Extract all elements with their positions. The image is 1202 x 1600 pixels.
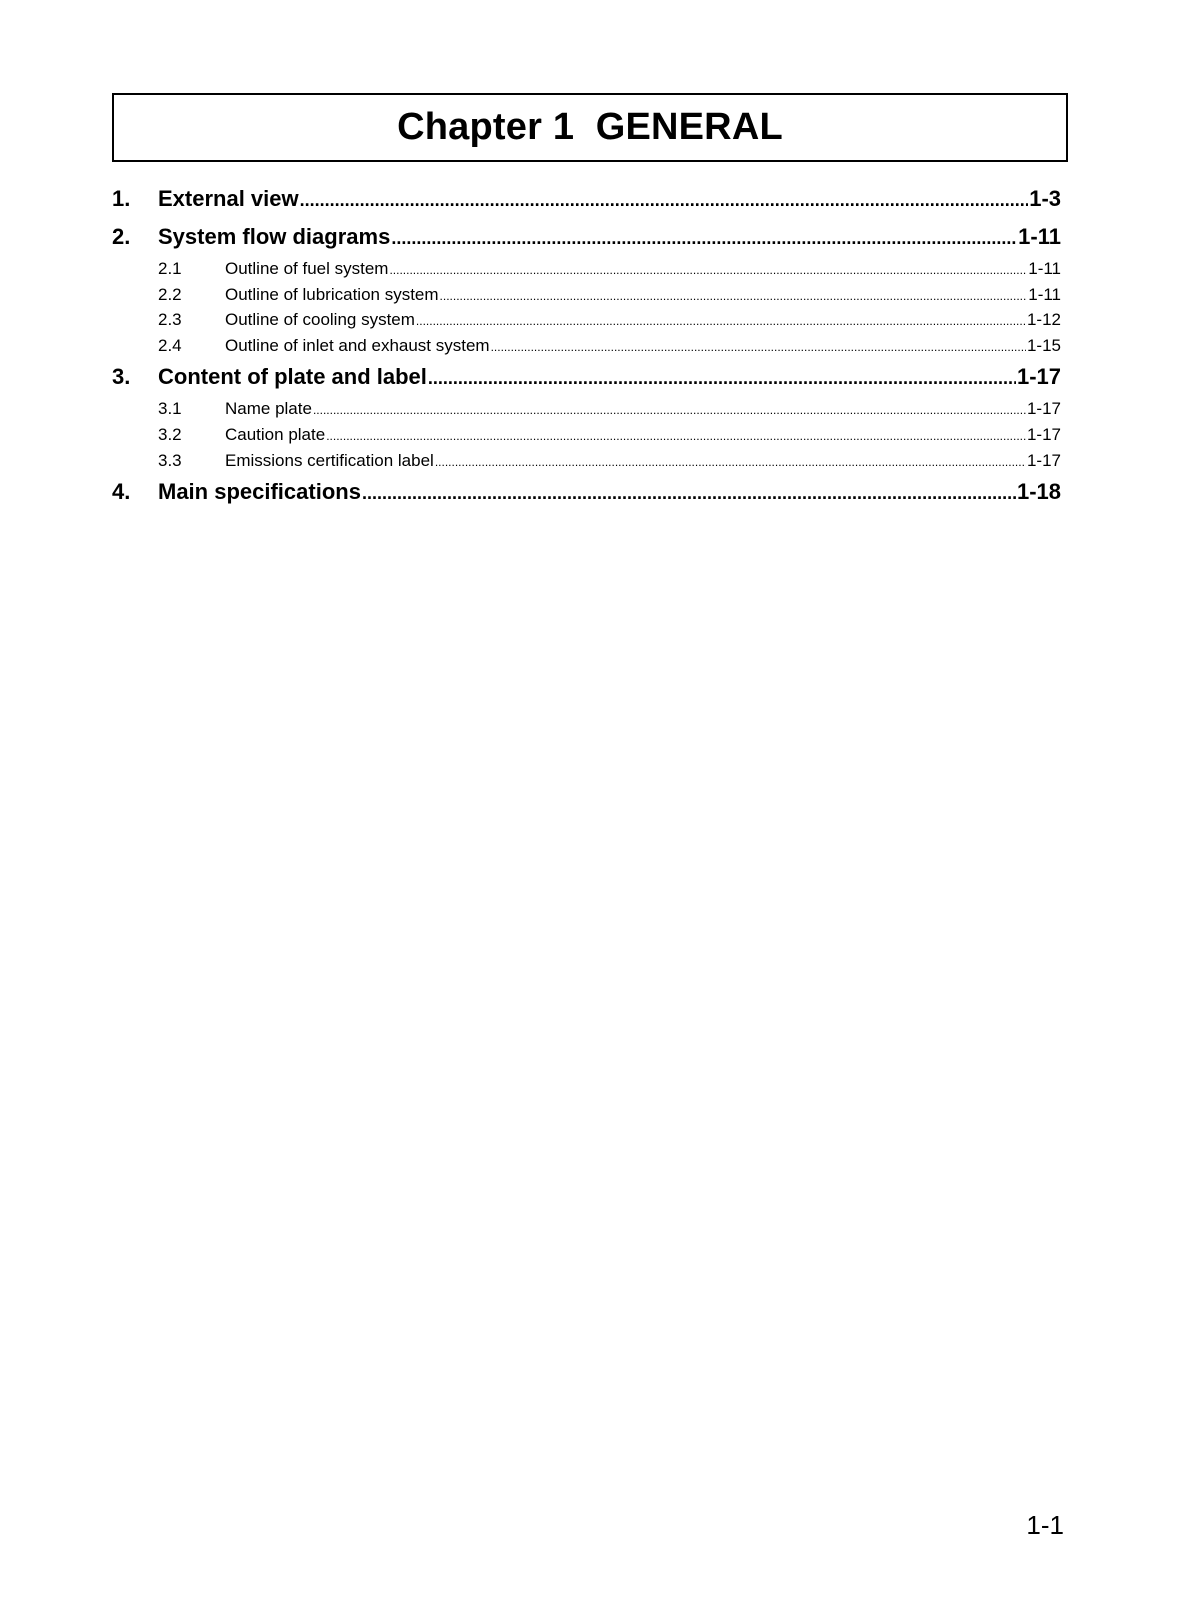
toc-page: 1-17 [1026,399,1061,419]
toc-page: 1-11 [1028,284,1061,304]
toc-page: 1-17 [1016,364,1061,390]
toc-number: 3.2 [158,424,182,444]
toc-page: 1-17 [1026,424,1061,444]
toc-entry-emissions-label[interactable] [112,448,1061,474]
toc-label: Emissions certification label [225,450,434,470]
toc-label: Outline of cooling system [225,310,415,330]
toc-number: 3. [112,364,131,390]
dot-leader [416,309,1026,335]
dot-leader [313,398,1026,424]
dot-leader [389,258,1027,284]
table-of-contents [112,180,1061,511]
dot-leader [326,424,1026,450]
toc-label: Caution plate [225,424,326,444]
toc-entry-fuel-system[interactable] [112,256,1061,282]
toc-label: System flow diagrams [158,224,391,249]
toc-entry-caution-plate[interactable] [112,422,1061,448]
toc-number: 2.3 [158,310,182,330]
dot-leader [391,219,1017,257]
toc-number: 2. [112,224,131,249]
toc-number: 2.4 [158,335,182,355]
toc-label: Name plate [225,399,312,419]
toc-entry-system-flow-diagrams[interactable] [112,218,1061,256]
toc-page: 1-18 [1016,479,1061,505]
toc-entry-name-plate[interactable] [112,396,1061,422]
chapter-title-box [112,93,1068,162]
toc-label: Outline of fuel system [225,259,389,278]
dot-leader [300,181,1029,219]
dot-leader [435,450,1026,476]
toc-number: 2.1 [158,259,182,278]
toc-page: 1-3 [1029,186,1061,211]
toc-entry-main-specifications[interactable] [112,473,1061,511]
toc-label: External view [158,186,299,211]
toc-label: Outline of lubrication system [225,284,439,304]
toc-entry-lubrication-system[interactable] [112,282,1061,308]
dot-leader [428,359,1016,397]
dot-leader [362,474,1016,512]
toc-number: 3.1 [158,399,182,419]
dot-leader [491,335,1026,361]
toc-entry-cooling-system[interactable] [112,307,1061,333]
toc-number: 2.2 [158,284,182,304]
toc-page: 1-11 [1018,224,1061,249]
toc-number: 3.3 [158,450,182,470]
toc-label: Content of plate and label [158,364,427,390]
chapter-title: Chapter 1 GENERAL [397,106,783,148]
toc-label: Outline of inlet and exhaust system [225,335,490,355]
toc-page: 1-15 [1026,335,1061,355]
toc-number: 4. [112,479,131,505]
toc-entry-content-plate-label[interactable] [112,358,1061,396]
toc-entry-inlet-exhaust-system[interactable] [112,333,1061,359]
toc-label: Main specifications [158,479,361,505]
toc-page: 1-12 [1026,310,1061,330]
toc-page: 1-17 [1026,450,1061,470]
toc-number: 1. [112,186,131,211]
toc-page: 1-11 [1028,259,1061,278]
dot-leader [440,284,1028,310]
toc-entry-external-view[interactable] [112,180,1061,218]
page-number: 1-1 [1026,1510,1064,1540]
